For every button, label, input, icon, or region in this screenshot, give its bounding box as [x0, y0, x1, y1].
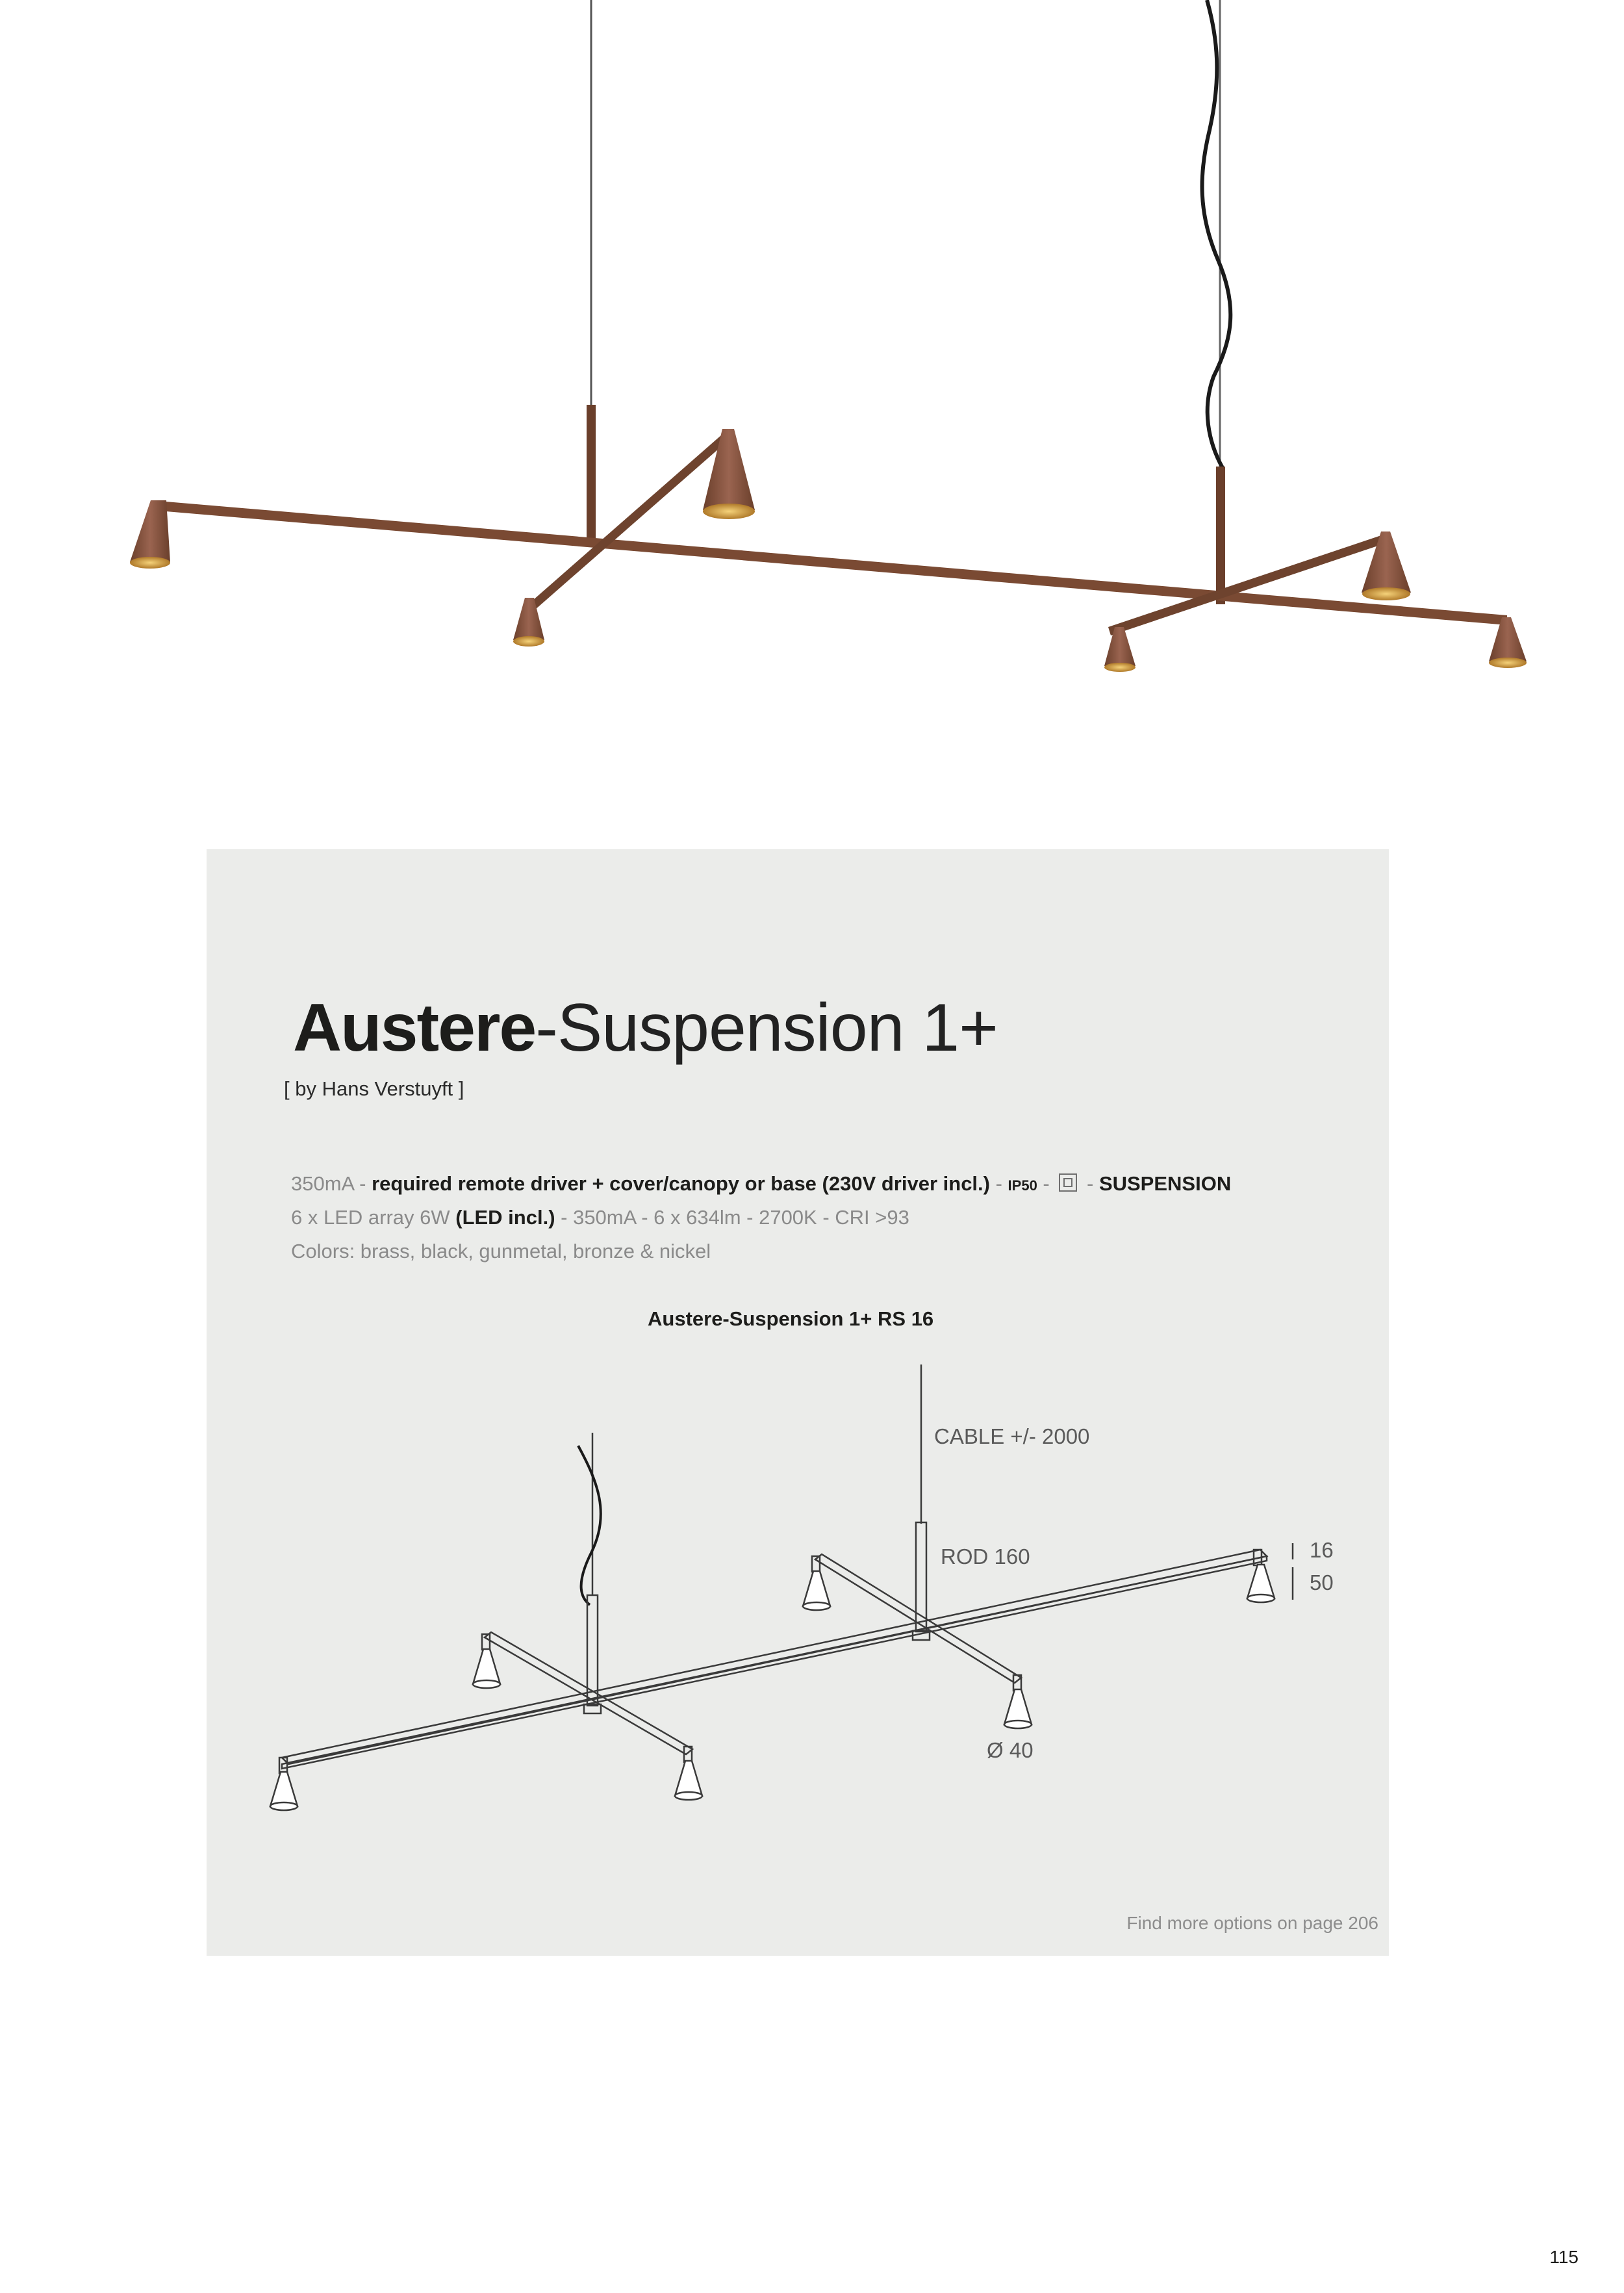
cable-length-label: CABLE +/- 2000: [934, 1424, 1090, 1448]
more-options-note: Find more options on page 206: [1126, 1913, 1378, 1933]
product-title: [293, 991, 998, 1065]
diagram-title: Austere-Suspension 1+ RS 16: [648, 1307, 934, 1330]
spec-separator: -: [1081, 1172, 1099, 1195]
cone-height-label: 50: [1310, 1570, 1334, 1595]
product-name-rest: -Suspension 1+: [535, 990, 998, 1066]
spec-line-led: [291, 1205, 909, 1229]
spec-separator: -: [1037, 1172, 1056, 1195]
rod-length-label: ROD 160: [941, 1544, 1030, 1569]
spec-line-colors: Colors: brass, black, gunmetal, bronze & nickel: [291, 1240, 711, 1262]
spec-led-included: (LED incl.): [455, 1206, 555, 1229]
spec-separator: -: [989, 1172, 1008, 1195]
technical-drawing: [207, 1351, 1389, 1858]
product-name-strong: Austere: [293, 990, 536, 1066]
spec-led-details: - 350mA - 6 x 634lm - 2700K - CRI >93: [555, 1206, 909, 1229]
mount-type: SUSPENSION: [1098, 1172, 1232, 1195]
product-photo: [0, 0, 1624, 780]
class-ii-icon: [1059, 1173, 1077, 1192]
designer-credit: [ by Hans Verstuyft ]: [284, 1077, 464, 1100]
spec-led-array: 6 x LED array 6W: [291, 1206, 456, 1229]
ip-rating: IP50: [1008, 1177, 1037, 1194]
spec-driver-requirement: required remote driver + cover/canopy or base (230V driver incl.): [372, 1172, 990, 1195]
spec-line-driver: [291, 1172, 1231, 1196]
page-number: 115: [1549, 2247, 1579, 2267]
spec-current: 350mA -: [291, 1172, 372, 1195]
cone-diameter-label: Ø 40: [987, 1738, 1034, 1762]
bar-height-label: 16: [1310, 1538, 1334, 1562]
